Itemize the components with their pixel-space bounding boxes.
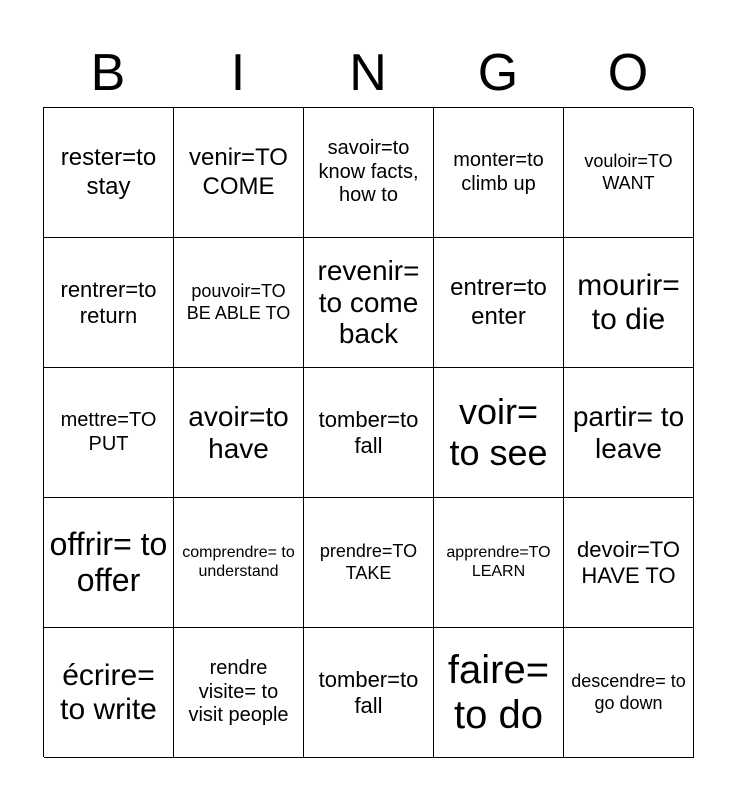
bingo-cell-r5-c4[interactable]: faire= to do xyxy=(434,628,564,758)
bingo-cell-r1-c3[interactable]: savoir=to know facts, how to xyxy=(304,108,434,238)
bingo-cell-r3-c1[interactable]: mettre=TO PUT xyxy=(44,368,174,498)
bingo-cell-r2-c4[interactable]: entrer=to enter xyxy=(434,238,564,368)
bingo-cell-r1-c2[interactable]: venir=TO COME xyxy=(174,108,304,238)
header-letter-g: G xyxy=(477,44,519,102)
bingo-cell-r5-c2[interactable]: rendre visite= to visit people xyxy=(174,628,304,758)
bingo-header xyxy=(43,40,693,106)
bingo-cell-r5-c5[interactable]: descendre= to go down xyxy=(564,628,694,758)
bingo-cell-r3-c3[interactable]: tomber=to fall xyxy=(304,368,434,498)
header-letter-o: O xyxy=(607,44,649,102)
bingo-cell-r5-c1[interactable]: écrire= to write xyxy=(44,628,174,758)
bingo-cell-r3-c4[interactable]: voir= to see xyxy=(434,368,564,498)
header-letter-b: B xyxy=(90,44,126,102)
bingo-cell-r4-c3[interactable]: prendre=TO TAKE xyxy=(304,498,434,628)
bingo-cell-r1-c1[interactable]: rester=to stay xyxy=(44,108,174,238)
bingo-board xyxy=(43,107,693,757)
bingo-cell-r3-c5[interactable]: partir= to leave xyxy=(564,368,694,498)
bingo-cell-r2-c5[interactable]: mourir= to die xyxy=(564,238,694,368)
bingo-cell-r1-c5[interactable]: vouloir=TO WANT xyxy=(564,108,694,238)
bingo-cell-r4-c2[interactable]: comprendre= to understand xyxy=(174,498,304,628)
bingo-cell-r5-c3[interactable]: tomber=to fall xyxy=(304,628,434,758)
bingo-cell-r2-c2[interactable]: pouvoir=TO BE ABLE TO xyxy=(174,238,304,368)
bingo-cell-r1-c4[interactable]: monter=to climb up xyxy=(434,108,564,238)
bingo-cell-r2-c3[interactable]: revenir= to come back xyxy=(304,238,434,368)
bingo-cell-r4-c1[interactable]: offrir= to offer xyxy=(44,498,174,628)
bingo-cell-r4-c5[interactable]: devoir=TO HAVE TO xyxy=(564,498,694,628)
bingo-cell-r3-c2[interactable]: avoir=to have xyxy=(174,368,304,498)
bingo-cell-r2-c1[interactable]: rentrer=to return xyxy=(44,238,174,368)
header-letter-n: N xyxy=(349,44,387,102)
header-letter-i: I xyxy=(230,44,246,102)
bingo-cell-r4-c4[interactable]: apprendre=TO LEARN xyxy=(434,498,564,628)
